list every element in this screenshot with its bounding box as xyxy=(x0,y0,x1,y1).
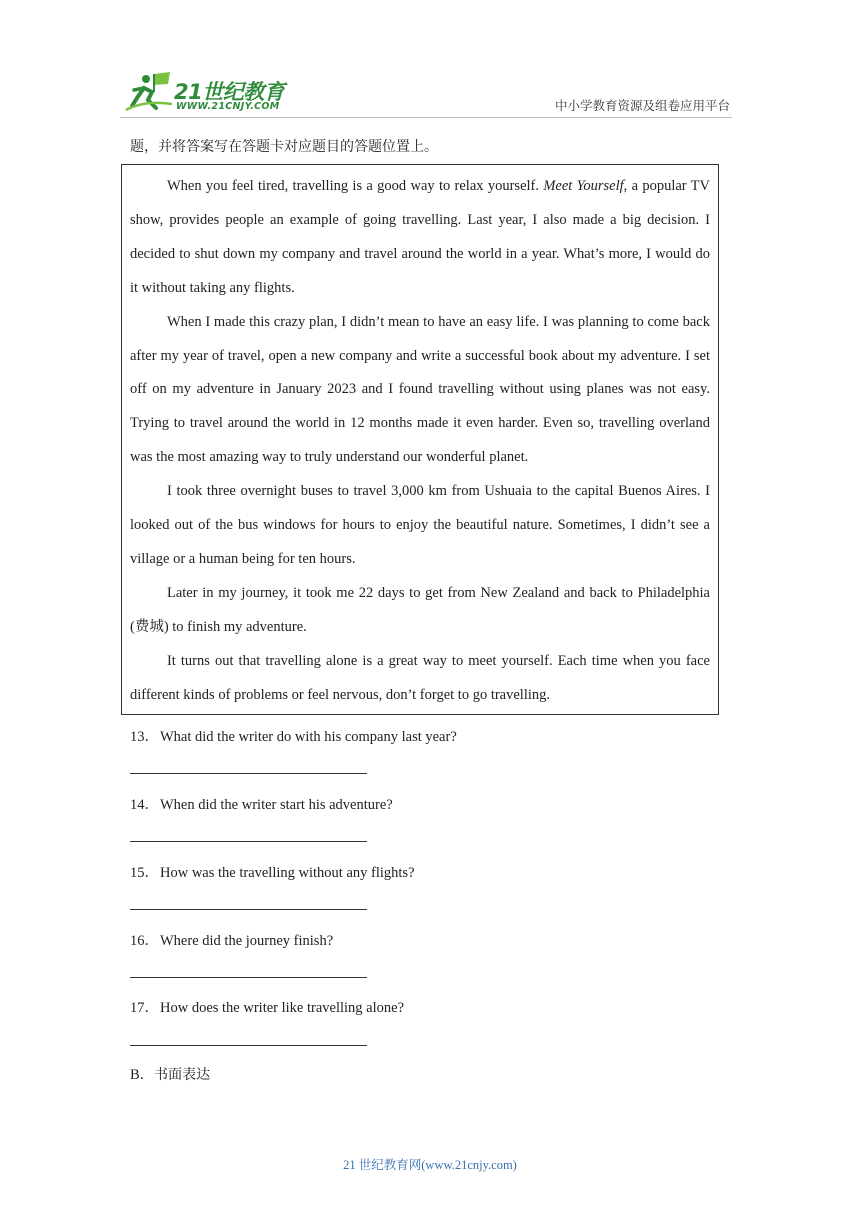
answer-line-17[interactable] xyxy=(130,1045,367,1046)
question-text: When did the writer start his adventure? xyxy=(160,797,393,813)
passage-paragraph-2: When I made this crazy plan, I didn’t mean to have an easy life. I was planning to come back after my year of travel, open a new company and write a successful book about my adventure. I set off on my adventure in January 2023 and I found travelling without using planes was not easy. Trying to travel around the world in 12 months made it even harder. Even so, travelling overland was the most amazing way to truly understand our wonderful planet. xyxy=(130,313,710,466)
question-16 xyxy=(130,929,333,950)
page-footer: 21 世纪教育网(www.21cnjy.com) xyxy=(343,1158,517,1172)
section-title: 书面表达 xyxy=(154,1067,211,1083)
show-title: Meet Yourself xyxy=(543,178,624,194)
question-text: Where did the journey finish? xyxy=(160,933,334,949)
question-number: 15． xyxy=(130,865,159,881)
answer-line-14[interactable] xyxy=(130,841,367,842)
site-logo xyxy=(124,70,294,118)
question-13 xyxy=(130,725,457,746)
logo-brand-text: 21世纪教育 xyxy=(174,80,285,104)
question-number: 17． xyxy=(130,1000,159,1016)
reading-passage xyxy=(121,164,719,715)
question-14 xyxy=(130,793,393,814)
question-text: How was the travelling without any flights? xyxy=(160,865,415,881)
platform-name: 中小学教育资源及组卷应用平台 xyxy=(554,98,730,113)
passage-p1-rest: , a popular TV show, provides people an example of going travelling. Last year, I also made a big decision. I decided to shut down my company and travel around the world in a year. What’s more, I would do it without taking any flights. xyxy=(130,178,710,296)
answer-line-15[interactable] xyxy=(130,909,367,910)
answer-line-16[interactable] xyxy=(130,977,367,978)
question-number: 14． xyxy=(130,797,159,813)
passage-paragraph-3: I took three overnight buses to travel 3,000 km from Ushuaia to the capital Buenos Aires. I looked out of the bus windows for hours to enjoy the beautiful nature. Sometimes, I didn’t see a village or a human being for ten hours. xyxy=(130,483,710,567)
passage-p1-start: When you feel tired, travelling is a good way to relax yourself. xyxy=(166,178,544,194)
section-b-heading xyxy=(130,1063,210,1084)
question-17 xyxy=(130,996,404,1017)
passage-paragraph-5: It turns out that travelling alone is a great way to meet yourself. Each time when you face different kinds of problems or feel nervous, don’t forget to go travelling. xyxy=(130,652,710,703)
header-divider xyxy=(120,117,732,118)
section-label: B． xyxy=(130,1067,155,1083)
question-number: 13． xyxy=(130,729,159,745)
question-text: How does the writer like travelling alone? xyxy=(160,1000,405,1016)
question-number: 16． xyxy=(130,933,159,949)
instruction-text: 题，并将答案写在答题卡对应题目的答题位置上。 xyxy=(130,139,438,155)
logo-url-text: WWW.21CNJY.COM xyxy=(176,101,280,112)
passage-paragraph-1 xyxy=(130,170,710,306)
runner-flag-icon xyxy=(124,70,176,114)
answer-line-13[interactable] xyxy=(130,773,367,774)
passage-paragraph-4: Later in my journey, it took me 22 days to get from New Zealand and back to Philadelphia (费城) to finish my adventure. xyxy=(130,584,710,635)
question-15 xyxy=(130,861,415,882)
question-text: What did the writer do with his company last year? xyxy=(160,729,457,745)
